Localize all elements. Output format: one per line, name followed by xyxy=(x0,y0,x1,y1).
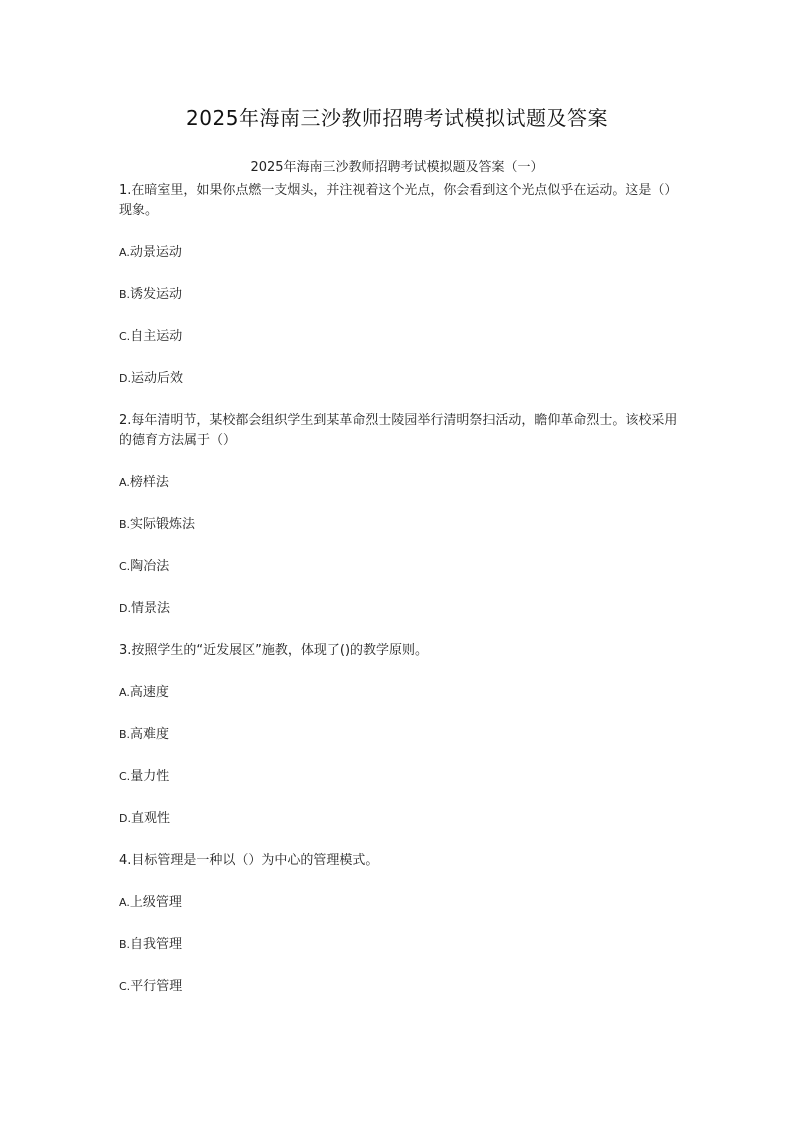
option-text: 动景运动 xyxy=(129,245,182,260)
option-text: 陶冶法 xyxy=(130,559,170,574)
option-letter: D. xyxy=(119,602,131,615)
question-text: 3.按照学生的“近发展区”施教，体现了()的教学原则。 xyxy=(119,643,429,658)
option-letter: B. xyxy=(119,938,131,951)
option-text: 诱发运动 xyxy=(130,287,183,302)
option-text: 平行管理 xyxy=(130,979,183,994)
option-letter: C. xyxy=(119,330,131,343)
answer-option xyxy=(119,285,679,305)
option-letter: C. xyxy=(119,980,131,993)
answer-option xyxy=(119,515,679,535)
option-letter: A. xyxy=(119,896,130,909)
option-letter: A. xyxy=(119,246,130,259)
answer-option xyxy=(119,243,679,263)
option-letter: A. xyxy=(119,686,130,699)
option-text: 上级管理 xyxy=(129,895,182,910)
option-letter: C. xyxy=(119,560,131,573)
option-text: 情景法 xyxy=(130,601,170,616)
answer-option xyxy=(119,767,679,787)
question-text: 1.在暗室里，如果你点燃一支烟头，并注视着这个光点，你会看到这个光点似乎在运动。这是（）现象。 xyxy=(119,183,678,218)
question-text: 4.目标管理是一种以（）为中心的管理模式。 xyxy=(119,853,379,868)
answer-option xyxy=(119,683,679,703)
option-text: 高难度 xyxy=(130,727,170,742)
option-text: 自主运动 xyxy=(130,329,183,344)
document-title: 2025年海南三沙教师招聘考试模拟试题及答案 xyxy=(186,106,608,130)
option-text: 量力性 xyxy=(130,769,170,784)
option-letter: A. xyxy=(119,476,130,489)
answer-option xyxy=(119,977,679,997)
answer-option xyxy=(119,809,679,829)
option-text: 直观性 xyxy=(130,811,170,826)
option-letter: D. xyxy=(119,812,131,825)
option-letter: C. xyxy=(119,770,131,783)
answer-option xyxy=(119,599,679,619)
answer-option xyxy=(119,725,679,745)
option-text: 自我管理 xyxy=(130,937,183,952)
option-text: 高速度 xyxy=(129,685,169,700)
answer-option xyxy=(119,473,679,493)
answer-option xyxy=(119,557,679,577)
option-letter: B. xyxy=(119,728,131,741)
option-text: 运动后效 xyxy=(130,371,183,386)
option-letter: D. xyxy=(119,372,131,385)
option-letter: B. xyxy=(119,288,131,301)
question-text: 2.每年清明节，某校都会组织学生到某革命烈士陵园举行清明祭扫活动，瞻仰革命烈士。该校采用的德育方法属于（） xyxy=(119,413,678,448)
answer-option xyxy=(119,935,679,955)
answer-option xyxy=(119,369,679,389)
answer-option xyxy=(119,893,679,913)
question-list xyxy=(119,181,679,997)
option-letter: B. xyxy=(119,518,131,531)
document-subtitle: 2025年海南三沙教师招聘考试模拟题及答案（一） xyxy=(250,160,544,175)
option-text: 榜样法 xyxy=(129,475,169,490)
answer-option xyxy=(119,327,679,347)
option-text: 实际锻炼法 xyxy=(130,517,196,532)
